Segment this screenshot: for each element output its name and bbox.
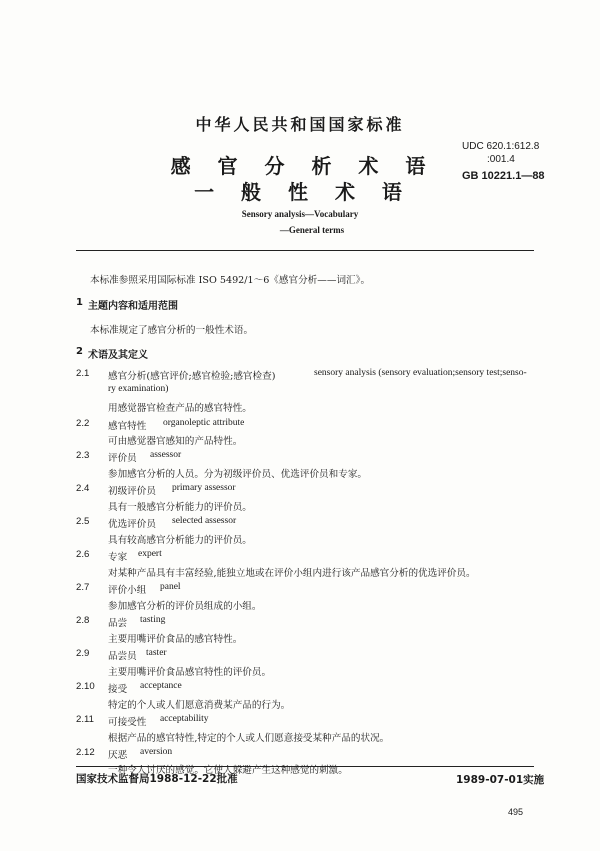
term-english: aversion xyxy=(140,747,173,757)
term-chinese: 评价小组 xyxy=(108,585,147,596)
term-english: acceptance xyxy=(140,681,182,691)
term-number: 2.7 xyxy=(76,582,90,593)
term-english: taster xyxy=(146,648,167,658)
standard-title: 中华人民共和国国家标准 xyxy=(195,115,405,134)
term-english: panel xyxy=(160,582,181,592)
term-chinese: 接受 xyxy=(108,684,128,695)
term-chinese: 感官特性 xyxy=(108,421,147,432)
section2-number: 2 xyxy=(76,346,83,357)
term-chinese: 感官分析(感官评价;感官检验;感官检查) xyxy=(108,371,276,382)
footer-divider xyxy=(76,766,534,767)
term-definition: 用感觉器官检查产品的感官特性。 xyxy=(108,403,252,414)
term-chinese: 评价员 xyxy=(108,453,137,464)
term-definition: 主要用嘴评价食品感官特性的评价员。 xyxy=(108,667,272,678)
term-number: 2.8 xyxy=(76,615,90,626)
term-number: 2.3 xyxy=(76,450,90,461)
term-definition: 对某种产品具有丰富经验,能独立地或在评价小组内进行该产品感官分析的优选评价员。 xyxy=(108,568,476,579)
term-definition: 一种令人讨厌的感觉。它使人躲避产生这种感觉的刺激。 xyxy=(108,762,348,776)
term-number: 2.12 xyxy=(76,747,95,758)
term-definition: 特定的个人或人们愿意消费某产品的行为。 xyxy=(108,700,291,711)
term-number: 2.6 xyxy=(76,549,90,560)
approval-date: 国家技术监督局1988-12-22批准 xyxy=(76,773,238,785)
term-definition: 具有一般感官分析能力的评价员。 xyxy=(108,502,252,513)
term-chinese: 专家 xyxy=(108,552,128,563)
term-number: 2.4 xyxy=(76,483,90,494)
term-english: tasting xyxy=(140,615,166,625)
term-chinese: 可接受性 xyxy=(108,717,147,728)
term-number: 2.5 xyxy=(76,516,90,527)
term-number: 2.2 xyxy=(76,418,90,429)
section1-title: 主题内容和适用范围 xyxy=(88,301,178,312)
page-number: 495 xyxy=(508,807,524,817)
udc-code: UDC 620.1:612.8 xyxy=(462,141,540,152)
term-definition: 可由感觉器官感知的产品特性。 xyxy=(108,436,243,447)
term-chinese: 初级评价员 xyxy=(108,486,156,497)
section1-text: 本标准规定了感官分析的一般性术语。 xyxy=(90,325,254,336)
term-number: 2.9 xyxy=(76,648,90,659)
effective-date: 1989-07-01实施 xyxy=(456,774,545,786)
term-number: 2.10 xyxy=(76,681,95,692)
term-english: sensory analysis (sensory evaluation;sensory test;senso- xyxy=(314,368,527,378)
section2-title: 术语及其定义 xyxy=(88,350,148,361)
term-number: 2.11 xyxy=(76,714,94,725)
term-definition: 具有较高感官分析能力的评价员。 xyxy=(108,535,252,546)
english-subtitle: —General terms xyxy=(279,225,345,235)
document-title: 感 官 分 析 术 语 xyxy=(170,154,436,178)
term-english: selected assessor xyxy=(172,516,237,526)
term-definition: 参加感官分析的评价员组成的小组。 xyxy=(108,601,262,612)
udc-code-continued: :001.4 xyxy=(487,154,515,165)
term-definition: 根据产品的感官特性,特定的个人或人们愿意接受某种产品的状况。 xyxy=(108,733,390,744)
term-chinese: 优选评价员 xyxy=(108,519,156,530)
term-definition: 参加感官分析的人员。分为初级评价员、优选评价员和专家。 xyxy=(108,469,368,480)
term-english-continued: ry examination) xyxy=(108,384,169,394)
term-english: assessor xyxy=(150,450,182,460)
term-english: expert xyxy=(138,549,162,559)
term-chinese: 品尝员 xyxy=(108,651,137,662)
term-english: organoleptic attribute xyxy=(163,418,245,428)
english-title: Sensory analysis—Vocabulary xyxy=(241,209,359,219)
section1-number: 1 xyxy=(76,297,83,308)
term-definition: 主要用嘴评价食品的感官特性。 xyxy=(108,634,243,645)
intro-paragraph: 本标准参照采用国际标准 ISO 5492/1～6《感官分析——词汇》。 xyxy=(90,275,371,286)
term-chinese: 厌恶 xyxy=(108,750,128,761)
gb-number: GB 10221.1—88 xyxy=(462,170,545,182)
term-chinese: 品尝 xyxy=(108,618,128,629)
term-number: 2.1 xyxy=(76,368,90,379)
header-divider xyxy=(76,250,534,251)
document-subtitle: 一 般 性 术 语 xyxy=(194,180,412,204)
term-english: primary assessor xyxy=(172,483,236,493)
term-english: acceptability xyxy=(160,714,209,724)
